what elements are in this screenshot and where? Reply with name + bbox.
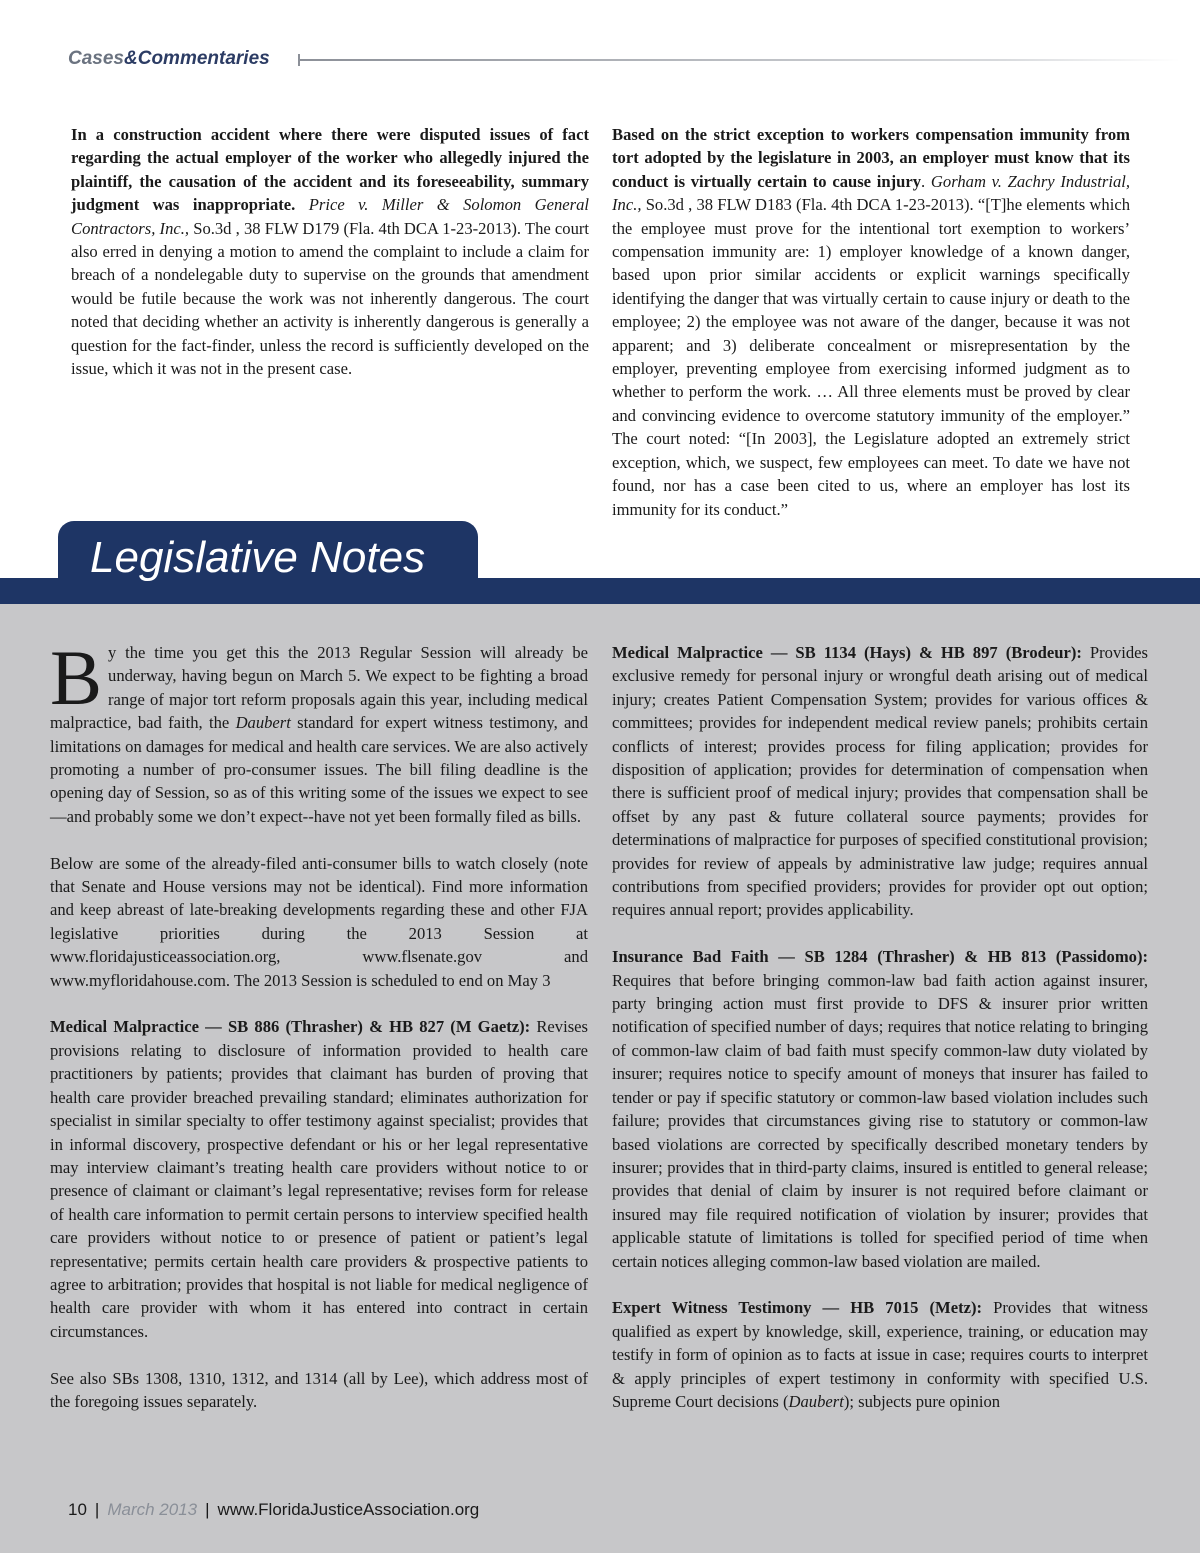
paragraph-gap (50, 828, 588, 851)
case-left-body: The court also erred in denying a motion to amend the complaint to include a claim for breach of a nondelegable duty to supervise on the grounds that amendment would be futile because the work was not inherently dangerous. The court noted that deciding whether an activity is inherently dangerous is generally a question for the fact-finder, unless the record is sufficiently developed on the issue, which it was not in the present case. (71, 218, 589, 379)
paragraph-gap (50, 992, 588, 1015)
intro-italic: Daubert (235, 713, 291, 733)
case-left-citation-reporter: So.3d , 38 FLW D179 (Fla. 4th DCA 1-23-2013). (189, 218, 522, 238)
case-left-paragraph (71, 123, 589, 380)
paragraph-gap (50, 1343, 588, 1366)
section-label (68, 48, 270, 70)
case-right-period: . (921, 171, 926, 191)
case-right-citation-name: Gorham v. Zachry Industrial, Inc., (612, 171, 1130, 215)
bill-sb1284-paragraph (612, 945, 1148, 1273)
case-right-paragraph (612, 123, 1130, 521)
paragraph-gap (612, 1273, 1148, 1296)
bill-sb1284-heading: Insurance Bad Faith — SB 1284 (Thrasher) & HB 813 (Passidomo): (612, 947, 1148, 967)
case-right-headnote: Based on the strict exception to workers compensation immunity from tort adopted by the legislature in 2003, an employer must know that its conduct is virtually certain to cause injury (612, 125, 1130, 191)
website-link[interactable]: www.FloridaJusticeAssociation.org (217, 1500, 480, 1519)
section-label-amp: & (124, 48, 138, 69)
legislative-notes-title: Legislative Notes (90, 533, 426, 582)
bill-sb1284-body: Requires that before bringing common-law bad faith action against insurer, party bringing action must first provide to DFS & insurer prior written notification of specified number of days; requires that notice relating to bringing of common-law claim of bad faith must specify common-law duty violated by insurer; requires notice to specify amount of moneys that insurer has failed to tender or pay if specific statutory or common-law based violation includes such failure; provides that circumstances giving rise to statutory or common-law based violations are corrected by specifically described monetary tenders by insurer; provides that in third-party claims, insured is entitled to general release; provides that denial of claim by insurer is not required before claimant or insured may file required notification of violation by insurer; provides that applicable statute of limitations is tolled for specified period of time when certain notices alleging common-law based violation are mailed. (612, 970, 1148, 1271)
case-right-body: “[T]he elements which the employee must prove for the intentional tort exemption to workers’ compensation immunity are: 1) employer knowledge of a known danger, based upon prior similar accidents or explicit warnings specifically identifying the danger that was virtually certain to cause injury or death to the employee; 2) the employee was not aware of the danger, because it was not apparent; and 3) deliberate concealment or misrepresentation by the employer, preventing employee from exercising informed judgment as to whether to perform the work. … All three elements must be proved by clear and convincing evidence to overcome statutory immunity of the employer.” The court noted: “[In 2003], the Legislature adopted an extremely strict exception, which, we suspect, few employees can meet. To date we have not found, nor has a case been cited to us, where an employer has lost its immunity for its conduct.” (612, 195, 1130, 519)
bill-sb886-paragraph (50, 1015, 588, 1343)
header-rule (300, 59, 1180, 61)
page-footer (68, 1500, 479, 1520)
intro-paragraph (50, 634, 588, 828)
case-left-citation-name: Price v. Miller & Solomon General Contractors, Inc., (71, 195, 589, 238)
page-header (68, 46, 1128, 74)
bill-hb7015-body-a: Provides that witness qualified as expert by knowledge, skill, experience, training, or education may testify in form of opinion as to facts at issue in case; requires courts to interpret & apply principles of expert testimony in conformity with specified U.S. Supreme Court decisions ( (612, 1298, 1148, 1411)
case-left (71, 123, 589, 380)
bill-hb7015-italic: Daubert (788, 1391, 844, 1411)
legislative-left-column (50, 634, 588, 1413)
case-right-citation-reporter: So.3d , 38 FLW D183 (Fla. 4th DCA 1-23-2013). (641, 195, 974, 215)
bill-hb7015-paragraph (612, 1296, 1148, 1413)
bill-sb1134-heading: Medical Malpractice — SB 1134 (Hays) & HB 897 (Brodeur): (612, 643, 1082, 662)
section-label-part2: Commentaries (137, 48, 270, 69)
bill-sb886-heading: Medical Malpractice — SB 886 (Thrasher) & HB 827 (M Gaetz): (50, 1017, 531, 1037)
bill-sb886-body: Revises provisions relating to disclosure of information provided to health care practitioners by patients; provides that claimant has burden of proving that health care provider breached prevailing standard; eliminates authorization for specialist in similar specialty to offer testimony against specialist; provides that in informal discovery, prospective defendant or his or her legal representative may interview claimant’s treating health care providers without notice to or presence of claimant or claimant’s legal representative; revises form for release of health care information to permit certain persons to interview specified health care providers without notice to or presence of patient or patient’s legal representative; permits certain health care providers & prospective patients to agree to arbitration; provides that hospital is not liable for medical negligence of health care provider with whom it has entered into contract in certain circumstances. (50, 1017, 588, 1341)
bill-hb7015-heading: Expert Witness Testimony — HB 7015 (Metz): (612, 1298, 983, 1318)
case-left-headnote: In a construction accident where there were disputed issues of fact regarding the actual employer of the worker who allegedly injured the plaintiff, the causation of the accident and its foreseeability, summary judgment was inappropriate. (71, 125, 589, 215)
paragraph-gap (612, 922, 1148, 945)
issue-date: March 2013 (107, 1500, 198, 1519)
page-number: 10 (68, 1500, 87, 1519)
see-also-paragraph: See also SBs 1308, 1310, 1312, and 1314 (all by Lee), which address most of the foregoing issues separately. (50, 1368, 588, 1411)
drop-cap: B (50, 634, 103, 721)
legislative-right-column (612, 641, 1148, 1413)
bill-hb7015-body-b: ); subjects pure opinion (843, 1391, 1001, 1411)
bill-sb1134-paragraph (612, 641, 1148, 922)
intro-text-a: y the time you get this the 2013 Regular Session will already be underway, having begun on March 5. We expect to be fighting a broad range of major tort reform proposals again this year, including medical malpractice, bad faith, the (50, 643, 588, 733)
intro-text-b: standard for expert witness testimony, and limitations on damages for medical and health care services. We are also actively promoting a number of pro-consumer issues. The bill filing deadline is the opening day of Session, so as of this writing some of the issues we expect to see—and probably some we don’t expect--have not yet been formally filed as bills. (50, 713, 588, 826)
footer-separator: | (205, 1500, 210, 1519)
section-label-part1: Cases (68, 48, 124, 69)
footer-separator: | (94, 1500, 100, 1519)
bills-intro-paragraph: Below are some of the already-filed anti-consumer bills to watch closely (note that Senate and House versions may not be identical). Find more information and keep abreast of late-breaking developments regarding these and other FJA legislative priorities during the 2013 Session at www.floridajusticeassociation.org, www.flsenate.gov and www.myfloridahouse.com. The 2013 Session is scheduled to end on May 3 (50, 853, 588, 990)
case-right (612, 123, 1130, 521)
bill-sb1134-body: Provides exclusive remedy for personal injury or wrongful death arising out of medical injury; creates Patient Compensation System; provides for various offices & committees; provides for independent medical review panels; prohibits certain conflicts of interest; provides process for filing application; provides for disposition of application; provides for determination of compensation when there is sufficient proof of medical injury; provides that compensation shall be offset by any past & future collateral source payments; provides for determinations of malpractice for purposes of specified constitutional provision; provides for review of appeals by administrative law judge; requires annual contributions from specified providers; provides for provider opt out option; requires annual report; provides applicability. (612, 643, 1148, 920)
